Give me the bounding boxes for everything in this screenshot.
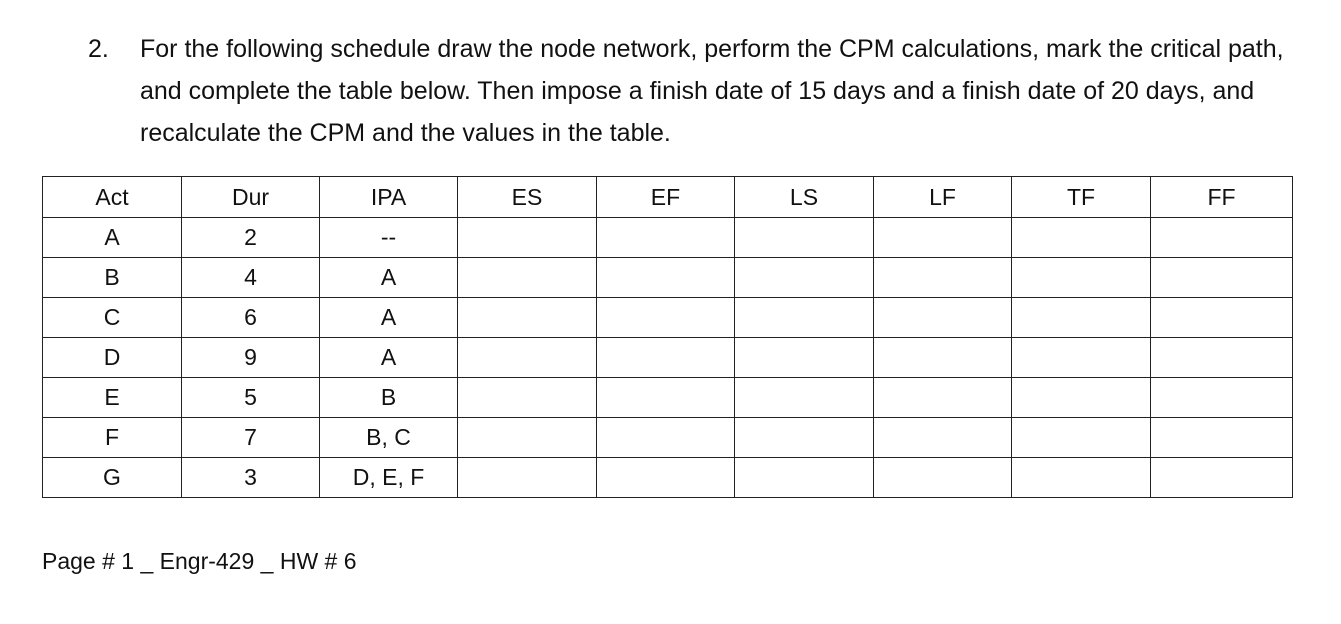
column-header-ipa: IPA (320, 177, 458, 218)
table-cell-ef (597, 458, 735, 498)
table-cell-ef (597, 418, 735, 458)
table-cell-lf (874, 418, 1012, 458)
table-cell-lf (874, 298, 1012, 338)
table-cell-ff (1151, 258, 1293, 298)
table-cell-ipa: A (320, 338, 458, 378)
table-cell-tf (1012, 418, 1151, 458)
table-cell-ipa: A (320, 258, 458, 298)
cpm-table (42, 176, 1293, 498)
table-cell-ef (597, 338, 735, 378)
question-number: 2. (88, 35, 109, 63)
table-cell-ls (735, 258, 874, 298)
table-cell-ff (1151, 338, 1293, 378)
table-row (43, 298, 1293, 338)
table-cell-ls (735, 338, 874, 378)
table-cell-act: G (43, 458, 182, 498)
table-row (43, 418, 1293, 458)
table-cell-es (458, 338, 597, 378)
table-cell-tf (1012, 338, 1151, 378)
table-row (43, 338, 1293, 378)
table-cell-ef (597, 258, 735, 298)
table-cell-ff (1151, 378, 1293, 418)
table-cell-dur: 5 (182, 378, 320, 418)
column-header-ls: LS (735, 177, 874, 218)
table-cell-es (458, 298, 597, 338)
table-cell-lf (874, 378, 1012, 418)
table-row (43, 258, 1293, 298)
column-header-es: ES (458, 177, 597, 218)
table-cell-es (458, 258, 597, 298)
table-cell-tf (1012, 298, 1151, 338)
table-cell-ipa: A (320, 298, 458, 338)
table-cell-ls (735, 458, 874, 498)
table-cell-act: E (43, 378, 182, 418)
table-cell-ipa: -- (320, 218, 458, 258)
table-cell-act: D (43, 338, 182, 378)
header-row (43, 177, 1293, 218)
table-cell-lf (874, 338, 1012, 378)
table-cell-ef (597, 218, 735, 258)
table-cell-dur: 6 (182, 298, 320, 338)
table-cell-ff (1151, 218, 1293, 258)
table-cell-act: A (43, 218, 182, 258)
table-row (43, 378, 1293, 418)
table-row (43, 458, 1293, 498)
table-cell-dur: 7 (182, 418, 320, 458)
table-cell-ls (735, 378, 874, 418)
column-header-dur: Dur (182, 177, 320, 218)
question-text: For the following schedule draw the node network, perform the CPM calculations, mark the critical path, and complete the table below. Then impose a finish date of 15 days and a finish date of 20 days, and recalculate the CPM and the values in the table. (140, 35, 1284, 147)
table-cell-es (458, 458, 597, 498)
table-cell-es (458, 218, 597, 258)
table-cell-es (458, 418, 597, 458)
table-cell-lf (874, 258, 1012, 298)
column-header-ff: FF (1151, 177, 1293, 218)
table-cell-lf (874, 218, 1012, 258)
column-header-lf: LF (874, 177, 1012, 218)
table-cell-tf (1012, 458, 1151, 498)
table-cell-dur: 2 (182, 218, 320, 258)
table-cell-ef (597, 378, 735, 418)
table-cell-tf (1012, 258, 1151, 298)
table-cell-act: C (43, 298, 182, 338)
table-cell-ipa: B, C (320, 418, 458, 458)
table-cell-ff (1151, 418, 1293, 458)
table-cell-tf (1012, 378, 1151, 418)
column-header-act: Act (43, 177, 182, 218)
table-cell-ef (597, 298, 735, 338)
table-cell-dur: 3 (182, 458, 320, 498)
table-cell-es (458, 378, 597, 418)
table-cell-dur: 9 (182, 338, 320, 378)
table-cell-ls (735, 418, 874, 458)
table-cell-dur: 4 (182, 258, 320, 298)
page-footer: Page # 1 _ Engr-429 _ HW # 6 (42, 548, 357, 574)
table-cell-ipa: D, E, F (320, 458, 458, 498)
table-cell-ff (1151, 458, 1293, 498)
table-cell-act: B (43, 258, 182, 298)
table-cell-ff (1151, 298, 1293, 338)
table-row (43, 218, 1293, 258)
table-cell-tf (1012, 218, 1151, 258)
column-header-ef: EF (597, 177, 735, 218)
table-cell-ipa: B (320, 378, 458, 418)
table-cell-ls (735, 298, 874, 338)
table-cell-act: F (43, 418, 182, 458)
table-cell-ls (735, 218, 874, 258)
table-cell-lf (874, 458, 1012, 498)
column-header-tf: TF (1012, 177, 1151, 218)
table-body (43, 218, 1293, 498)
